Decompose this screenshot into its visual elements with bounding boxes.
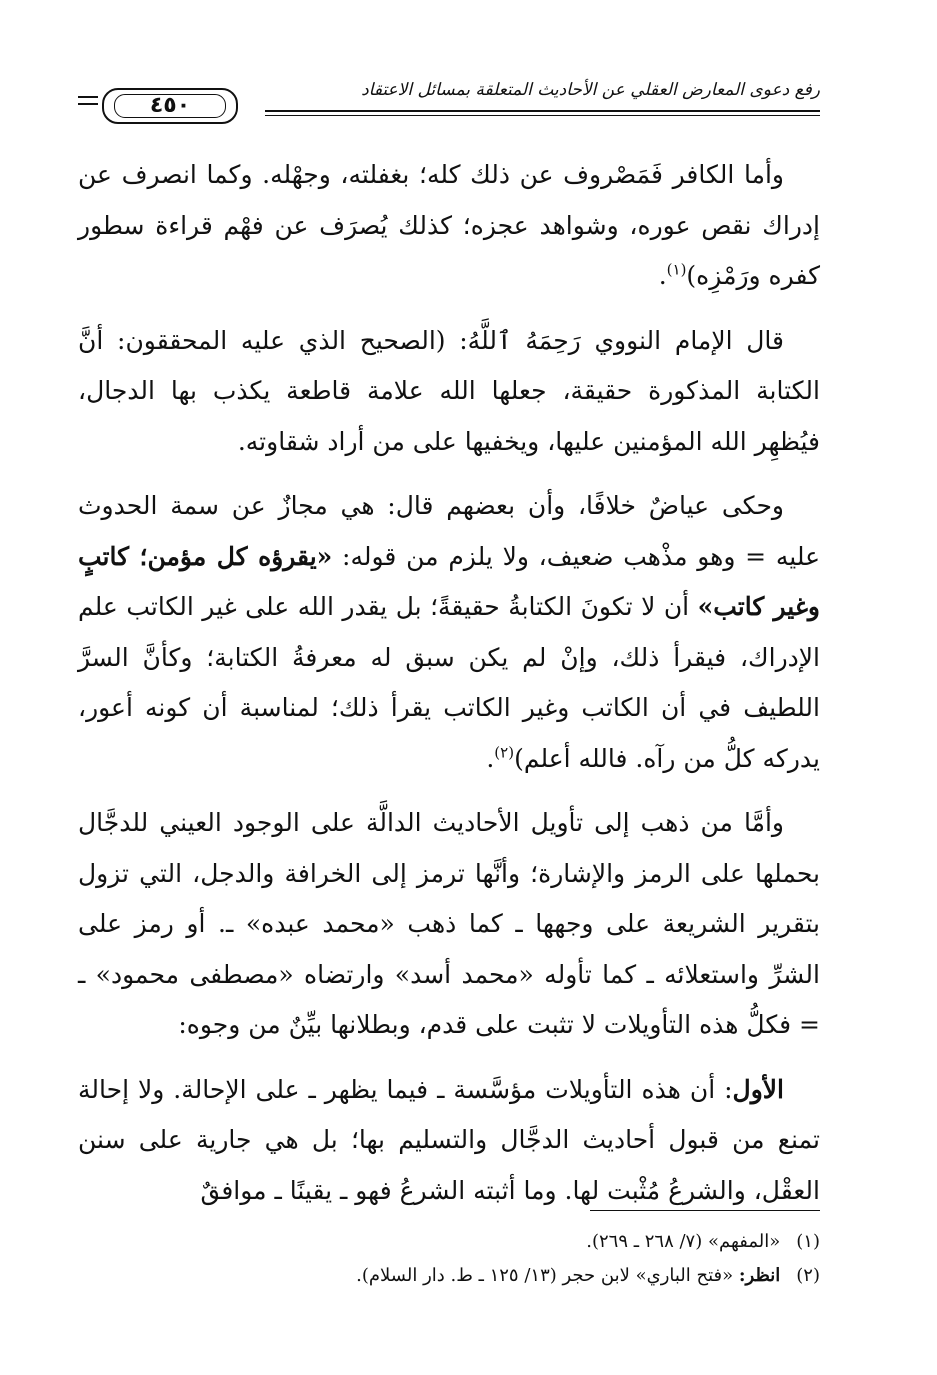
footnotes bbox=[78, 1225, 820, 1293]
paragraph-text: وأما الكافر فَمَصْروف عن ذلك كله؛ بغفلته، وجهْله. وكما انصرف عن إدراك نقص عوره، وشواهد عجزه؛ كذلك يُصرَف عن فهْم قراءة سطور كفره ورَمْزِه) bbox=[78, 160, 820, 290]
paragraph-text: : أن هذه التأويلات مؤسَّسة ـ فيما يظهر ـ على الإحالة. ولا إحالة تمنع من قبول أحاديث الدجَّال والتسليم بها؛ بل هي جارية على سنن العقْل، والشرعُ مُثْبت لها. وما أثبته الشرعُ فهو ـ يقينًا ـ موافقٌ bbox=[78, 1074, 820, 1205]
paragraph-tail: . bbox=[486, 743, 495, 773]
footnote-ref: (٢) bbox=[494, 743, 515, 762]
header-rule bbox=[265, 110, 820, 112]
paragraph bbox=[78, 798, 820, 1051]
footnote-number: (١) bbox=[796, 1231, 820, 1252]
page-number-frame bbox=[102, 88, 238, 124]
footnote bbox=[78, 1259, 820, 1293]
footnote-text: «المفهم» (٧/ ٢٦٨ ـ ٢٦٩). bbox=[586, 1231, 781, 1252]
running-title: رفع دعوى المعارض العقلي عن الأحاديث المتعلقة بمسائل الاعتقاد bbox=[361, 80, 820, 100]
paragraph-tail: . bbox=[658, 261, 667, 290]
page-number: ٤٥٠ bbox=[114, 94, 226, 118]
header-rule-thin bbox=[265, 115, 820, 116]
header-ornament bbox=[78, 96, 98, 110]
main-text bbox=[78, 150, 820, 1230]
footnote-separator bbox=[590, 1210, 820, 1211]
point-label: الأول bbox=[732, 1074, 784, 1104]
footnote-number: (٢) bbox=[796, 1265, 820, 1286]
paragraph bbox=[78, 481, 820, 784]
hadith-quote: «يقرؤه كل مؤمن؛ كاتبٍ وغير كاتب» bbox=[78, 541, 820, 621]
page-header bbox=[78, 70, 820, 130]
footnote-text: «فتح الباري» لابن حجر (١٣/ ١٢٥ ـ ط. دار السلام). bbox=[356, 1265, 739, 1286]
paragraph-text: وحكى عياضٌ خلافًا، وأن بعضهم قال: هي مجازٌ عن سمة الحدوث عليه = وهو مذْهب ضعيف، ولا يلزم من قوله: bbox=[78, 491, 821, 571]
paragraph-text: قال الإمام النووي رَحِمَهُ ٱللَّهُ: (الصحيح الذي عليه المحققون: أنَّ الكتابة المذكورة حقيقة، جعلها الله علامة قاطعة يكذب بها الدجال، فيُظهِر الله المؤمنين عليها، ويخفيها على من أراد شقاوته. bbox=[78, 325, 820, 456]
footnote-lead: انظر: bbox=[738, 1265, 781, 1286]
footnote-ref: (١) bbox=[666, 260, 687, 279]
paragraph bbox=[78, 1065, 820, 1217]
paragraph bbox=[78, 316, 820, 468]
paragraph bbox=[78, 150, 820, 302]
paragraph-text: أن لا تكونَ الكتابةُ حقيقةً؛ بل يقدر الله على غير الكاتب علم الإدراك، فيقرأ ذلك، وإنْ لم يكن سبق له معرفةُ الكتابة؛ وكأنَّ السرَّ اللطيف في أن الكاتب وغير الكاتب يقرأ ذلك؛ لمناسبة أن كونه أعور، يدركه كلُّ من رآه. فالله أعلم) bbox=[78, 592, 820, 773]
footnote bbox=[78, 1225, 820, 1259]
paragraph-text: وأمَّا من ذهب إلى تأويل الأحاديث الدالَّة على الوجود العيني للدجَّال بحملها على الرمز والإشارة؛ وأنَّها ترمز إلى الخرافة والدجل، التي تزول بتقرير الشريعة على وجهها ـ كما ذهب «محمد عبده» ـ. أو رمز على الشرِّ واستعلائه ـ كما تأوله «محمد أسد» وارتضاه «مصطفى محمود» ـ = فكلُّ هذه التأويلات لا تثبت على قدم، وبطلانها بيِّنٌ من وجوه: bbox=[78, 808, 820, 1039]
